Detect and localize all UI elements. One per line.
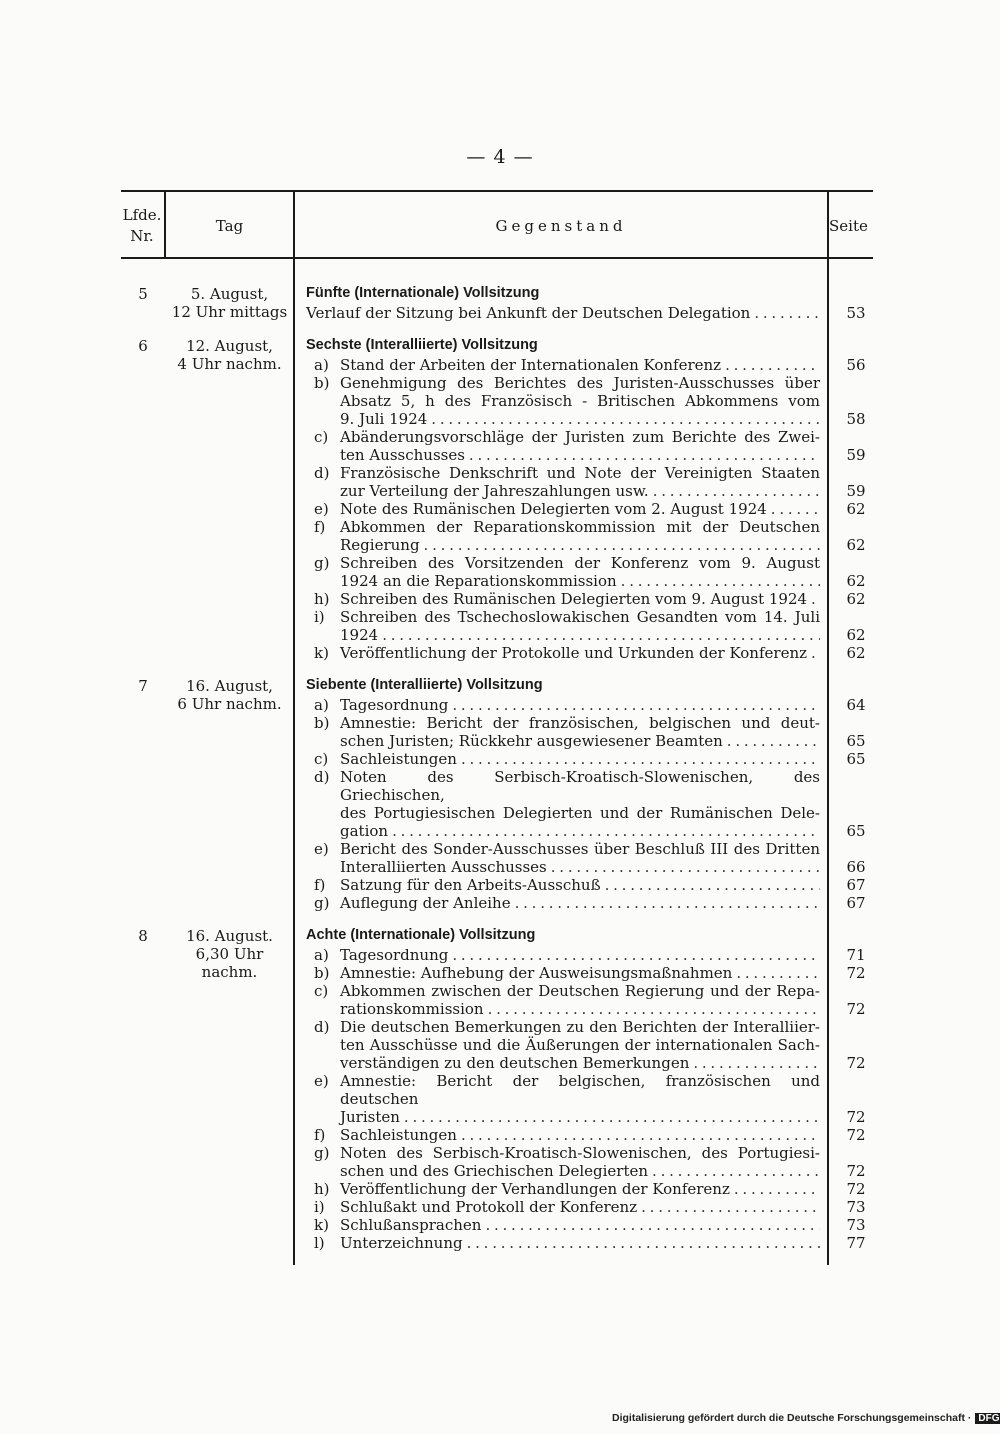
item-text: Note des Rumänischen Delegierten vom 2. August 1924 bbox=[340, 500, 767, 518]
item-line bbox=[340, 356, 820, 374]
dot-leader bbox=[469, 446, 820, 464]
page-reference: 65 bbox=[846, 732, 866, 750]
item-text: gation bbox=[340, 822, 389, 840]
item-text: Absatz 5, h des Französisch - Britischen Abkommens vom bbox=[340, 392, 820, 410]
item-label: k) bbox=[314, 1216, 329, 1234]
item-text: Amnestie: Aufhebung der Ausweisungsmaßnahmen bbox=[340, 964, 733, 982]
dot-leader bbox=[811, 644, 820, 662]
dot-leader bbox=[467, 1234, 820, 1252]
dot-leader bbox=[653, 482, 820, 500]
item-line bbox=[340, 1216, 820, 1234]
entry-content bbox=[306, 335, 866, 662]
page-reference: 59 bbox=[846, 446, 866, 464]
item-text: Amnestie: Bericht der belgischen, französischen und deutschen bbox=[340, 1072, 820, 1108]
dfg-logo: DFG bbox=[975, 1413, 1000, 1424]
item-line bbox=[340, 1162, 820, 1180]
page-reference: 77 bbox=[846, 1234, 866, 1252]
item-label: h) bbox=[314, 590, 330, 608]
item-text: zur Verteilung der Jahreszahlungen usw. bbox=[340, 482, 649, 500]
session-entry bbox=[0, 335, 1000, 662]
agenda-item bbox=[306, 374, 866, 428]
page-reference: 62 bbox=[846, 536, 866, 554]
item-text: Die deutschen Bemerkungen zu den Berichten der Interalliier- bbox=[340, 1018, 820, 1036]
header-bottom-rule bbox=[121, 257, 873, 259]
item-line bbox=[340, 626, 820, 644]
page-reference: 53 bbox=[846, 304, 866, 322]
agenda-item bbox=[306, 304, 866, 322]
item-line bbox=[340, 590, 820, 608]
item-label: g) bbox=[314, 554, 330, 572]
entry-date: 16. August. 6,30 Uhr nachm. bbox=[186, 927, 273, 981]
dot-leader bbox=[652, 1162, 820, 1180]
item-line bbox=[340, 1234, 820, 1252]
agenda-item bbox=[306, 428, 866, 464]
agenda-item bbox=[306, 964, 866, 982]
item-text: Schreiben des Rumänischen Delegierten vom 9. August 1924 bbox=[340, 590, 808, 608]
item-line bbox=[340, 536, 820, 554]
item-line bbox=[340, 732, 820, 750]
item-text: Amnestie: Bericht der französischen, belgischen und deut- bbox=[340, 714, 820, 732]
page-reference: 67 bbox=[846, 876, 866, 894]
dot-leader bbox=[461, 750, 820, 768]
agenda-item bbox=[306, 518, 866, 554]
dot-leader bbox=[727, 732, 820, 750]
dot-leader bbox=[424, 536, 820, 554]
page-reference: 72 bbox=[846, 1054, 866, 1072]
item-line bbox=[340, 1000, 820, 1018]
item-line bbox=[340, 696, 820, 714]
footer-credit bbox=[612, 1412, 1000, 1424]
item-text: Noten des Serbisch-Kroatisch-Slowenischen, des Griechischen, bbox=[340, 768, 820, 804]
entries-list bbox=[0, 283, 1000, 1265]
item-label: f) bbox=[314, 518, 326, 536]
agenda-item bbox=[306, 554, 866, 590]
agenda-item bbox=[306, 1216, 866, 1234]
dot-leader bbox=[811, 590, 820, 608]
item-line bbox=[340, 446, 820, 464]
item-text: Juristen bbox=[340, 1108, 400, 1126]
agenda-item bbox=[306, 608, 866, 644]
agenda-item bbox=[306, 982, 866, 1018]
entry-number: 6 bbox=[138, 337, 148, 355]
item-text: ten Ausschusses bbox=[340, 446, 465, 464]
page-reference: 66 bbox=[846, 858, 866, 876]
item-text: Satzung für den Arbeits-Ausschuß bbox=[340, 876, 601, 894]
item-text: Stand der Arbeiten der Internationalen Konferenz bbox=[340, 356, 722, 374]
item-label: a) bbox=[314, 356, 329, 374]
dot-leader bbox=[734, 1180, 820, 1198]
item-text: Regierung bbox=[340, 536, 420, 554]
agenda-item bbox=[306, 464, 866, 500]
dot-leader bbox=[736, 964, 820, 982]
entry-number: 5 bbox=[138, 285, 148, 303]
item-line bbox=[340, 572, 820, 590]
item-line bbox=[340, 858, 820, 876]
agenda-item bbox=[306, 1018, 866, 1072]
page-reference: 67 bbox=[846, 894, 866, 912]
item-label: k) bbox=[314, 644, 329, 662]
agenda-item bbox=[306, 1198, 866, 1216]
item-text: Genehmigung des Berichtes des Juristen-Ausschusses über bbox=[340, 374, 820, 392]
page-reference: 58 bbox=[846, 410, 866, 428]
item-text: verständigen zu den deutschen Bemerkungen bbox=[340, 1054, 690, 1072]
agenda-item bbox=[306, 696, 866, 714]
item-text: Schreiben des Vorsitzenden der Konferenz vom 9. August bbox=[340, 554, 820, 572]
item-text: des Portugiesischen Delegierten und der Rumänischen Dele- bbox=[340, 804, 820, 822]
page-reference: 72 bbox=[846, 1180, 866, 1198]
dot-leader bbox=[754, 304, 820, 322]
item-text: Tagesordnung bbox=[340, 946, 449, 964]
page-reference: 73 bbox=[846, 1198, 866, 1216]
item-text: Schlußakt und Protokoll der Konferenz bbox=[340, 1198, 638, 1216]
item-line bbox=[306, 304, 820, 322]
page-reference: 65 bbox=[846, 822, 866, 840]
page-reference: 72 bbox=[846, 1126, 866, 1144]
item-line bbox=[340, 1126, 820, 1144]
dot-leader bbox=[431, 410, 820, 428]
dot-leader bbox=[551, 858, 820, 876]
item-line bbox=[340, 1180, 820, 1198]
page-reference: 59 bbox=[846, 482, 866, 500]
agenda-item bbox=[306, 714, 866, 750]
item-label: b) bbox=[314, 714, 330, 732]
agenda-item bbox=[306, 894, 866, 912]
agenda-item bbox=[306, 946, 866, 964]
item-label: d) bbox=[314, 768, 330, 786]
page-reference: 73 bbox=[846, 1216, 866, 1234]
item-label: e) bbox=[314, 840, 329, 858]
item-text: Verlauf der Sitzung bei Ankunft der Deutschen Delegation bbox=[306, 304, 751, 322]
item-label: c) bbox=[314, 750, 329, 768]
item-text: Tagesordnung bbox=[340, 696, 449, 714]
item-label: e) bbox=[314, 1072, 329, 1090]
session-entry bbox=[0, 675, 1000, 912]
agenda-item bbox=[306, 1072, 866, 1126]
item-line bbox=[340, 482, 820, 500]
item-label: a) bbox=[314, 696, 329, 714]
item-text: Abkommen zwischen der Deutschen Regierung und der Repa- bbox=[340, 982, 820, 1000]
item-text: 1924 an die Reparationskommission bbox=[340, 572, 617, 590]
session-entry bbox=[0, 925, 1000, 1252]
item-line bbox=[340, 894, 820, 912]
entry-content bbox=[306, 925, 866, 1252]
item-label: g) bbox=[314, 894, 330, 912]
page-reference: 65 bbox=[846, 750, 866, 768]
dot-leader bbox=[452, 696, 820, 714]
item-line bbox=[340, 946, 820, 964]
session-title: Siebente (Interalliierte) Vollsitzung bbox=[306, 677, 543, 693]
entry-content bbox=[306, 283, 866, 322]
item-line bbox=[340, 410, 820, 428]
item-label: i) bbox=[314, 608, 325, 626]
session-title: Sechste (Interalliierte) Vollsitzung bbox=[306, 337, 538, 353]
dot-leader bbox=[452, 946, 820, 964]
agenda-item bbox=[306, 356, 866, 374]
item-text: Schlußansprachen bbox=[340, 1216, 482, 1234]
agenda-item bbox=[306, 876, 866, 894]
item-line bbox=[340, 644, 820, 662]
item-line bbox=[340, 1198, 820, 1216]
item-label: c) bbox=[314, 428, 329, 446]
dot-leader bbox=[488, 1000, 820, 1018]
dot-leader bbox=[404, 1108, 820, 1126]
header-seite: Seite bbox=[829, 217, 868, 235]
item-text: 1924 bbox=[340, 626, 379, 644]
page-reference: 62 bbox=[846, 500, 866, 518]
agenda-item bbox=[306, 750, 866, 768]
session-title: Achte (Internationale) Vollsitzung bbox=[306, 927, 536, 943]
dot-leader bbox=[382, 626, 820, 644]
item-text: Abkommen der Reparationskommission mit der Deutschen bbox=[340, 518, 820, 536]
item-text: Schreiben des Tschechoslowakischen Gesandten vom 14. Juli bbox=[340, 608, 820, 626]
item-line bbox=[340, 964, 820, 982]
item-text: Unterzeichnung bbox=[340, 1234, 463, 1252]
item-text: Abänderungsvorschläge der Juristen zum Berichte des Zwei- bbox=[340, 428, 820, 446]
item-line bbox=[340, 500, 820, 518]
item-text: Bericht des Sonder-Ausschusses über Beschluß III des Dritten bbox=[340, 840, 820, 858]
agenda-item bbox=[306, 1126, 866, 1144]
entry-number: 8 bbox=[138, 927, 148, 945]
page-reference: 62 bbox=[846, 572, 866, 590]
item-text: Sachleistungen bbox=[340, 750, 457, 768]
item-text: Veröffentlichung der Protokolle und Urkunden der Konferenz bbox=[340, 644, 808, 662]
item-text: Interalliierten Ausschusses bbox=[340, 858, 547, 876]
dot-leader bbox=[485, 1216, 820, 1234]
footer-text: Digitalisierung gefördert durch die Deutsche Forschungsgemeinschaft · bbox=[612, 1412, 972, 1424]
item-line bbox=[340, 1054, 820, 1072]
item-text: schen Juristen; Rückkehr ausgewiesener Beamten bbox=[340, 732, 723, 750]
agenda-item bbox=[306, 500, 866, 518]
item-label: h) bbox=[314, 1180, 330, 1198]
item-line bbox=[340, 750, 820, 768]
page-reference: 72 bbox=[846, 1000, 866, 1018]
item-label: f) bbox=[314, 876, 326, 894]
item-label: b) bbox=[314, 964, 330, 982]
dot-leader bbox=[771, 500, 820, 518]
page-number: — 4 — bbox=[466, 146, 534, 168]
item-text: 9. Juli 1924 bbox=[340, 410, 428, 428]
agenda-item bbox=[306, 1144, 866, 1180]
agenda-item bbox=[306, 590, 866, 608]
entry-content bbox=[306, 675, 866, 912]
dot-leader bbox=[693, 1054, 820, 1072]
item-text: schen und des Griechischen Delegierten bbox=[340, 1162, 649, 1180]
page-reference: 64 bbox=[846, 696, 866, 714]
agenda-item bbox=[306, 1234, 866, 1252]
item-text: Französische Denkschrift und Note der Vereinigten Staaten bbox=[340, 464, 820, 482]
page-reference: 62 bbox=[846, 644, 866, 662]
entry-date: 16. August, 6 Uhr nachm. bbox=[177, 677, 282, 713]
page-reference: 71 bbox=[846, 946, 866, 964]
item-label: d) bbox=[314, 1018, 330, 1036]
item-label: d) bbox=[314, 464, 330, 482]
item-label: l) bbox=[314, 1234, 325, 1252]
header-top-rule bbox=[121, 190, 873, 192]
entry-date: 5. August, 12 Uhr mittags bbox=[171, 285, 288, 321]
page-reference: 72 bbox=[846, 1162, 866, 1180]
agenda-item bbox=[306, 840, 866, 876]
header-nr: Lfde. Nr. bbox=[122, 206, 162, 245]
item-text: Veröffentlichung der Verhandlungen der Konferenz bbox=[340, 1180, 730, 1198]
session-entry bbox=[0, 283, 1000, 322]
dot-leader bbox=[461, 1126, 820, 1144]
item-text: Sachleistungen bbox=[340, 1126, 457, 1144]
item-line bbox=[340, 1108, 820, 1126]
item-line bbox=[340, 822, 820, 840]
item-label: i) bbox=[314, 1198, 325, 1216]
page-reference: 62 bbox=[846, 626, 866, 644]
page-reference: 72 bbox=[846, 964, 866, 982]
entry-date: 12. August, 4 Uhr nachm. bbox=[177, 337, 282, 373]
dot-leader bbox=[621, 572, 820, 590]
dot-leader bbox=[515, 894, 820, 912]
item-label: c) bbox=[314, 982, 329, 1000]
page-reference: 56 bbox=[846, 356, 866, 374]
agenda-item bbox=[306, 768, 866, 840]
dot-leader bbox=[725, 356, 820, 374]
item-text: ten Ausschüsse und die Äußerungen der internationalen Sach- bbox=[340, 1036, 820, 1054]
agenda-item bbox=[306, 1180, 866, 1198]
item-line bbox=[340, 876, 820, 894]
item-label: a) bbox=[314, 946, 329, 964]
dot-leader bbox=[392, 822, 820, 840]
agenda-item bbox=[306, 644, 866, 662]
item-label: b) bbox=[314, 374, 330, 392]
header-tag: Tag bbox=[215, 217, 244, 235]
page-reference: 72 bbox=[846, 1108, 866, 1126]
dot-leader bbox=[605, 876, 820, 894]
session-title: Fünfte (Internationale) Vollsitzung bbox=[306, 285, 540, 301]
item-label: g) bbox=[314, 1144, 330, 1162]
page-reference: 62 bbox=[846, 590, 866, 608]
item-label: f) bbox=[314, 1126, 326, 1144]
header-gegenstand: Gegenstand bbox=[495, 217, 627, 235]
item-text: Noten des Serbisch-Kroatisch-Slowenischen, des Portugiesi- bbox=[340, 1144, 820, 1162]
item-text: rationskommission bbox=[340, 1000, 484, 1018]
item-text: Auflegung der Anleihe bbox=[340, 894, 511, 912]
entry-number: 7 bbox=[138, 677, 148, 695]
dot-leader bbox=[641, 1198, 820, 1216]
item-label: e) bbox=[314, 500, 329, 518]
